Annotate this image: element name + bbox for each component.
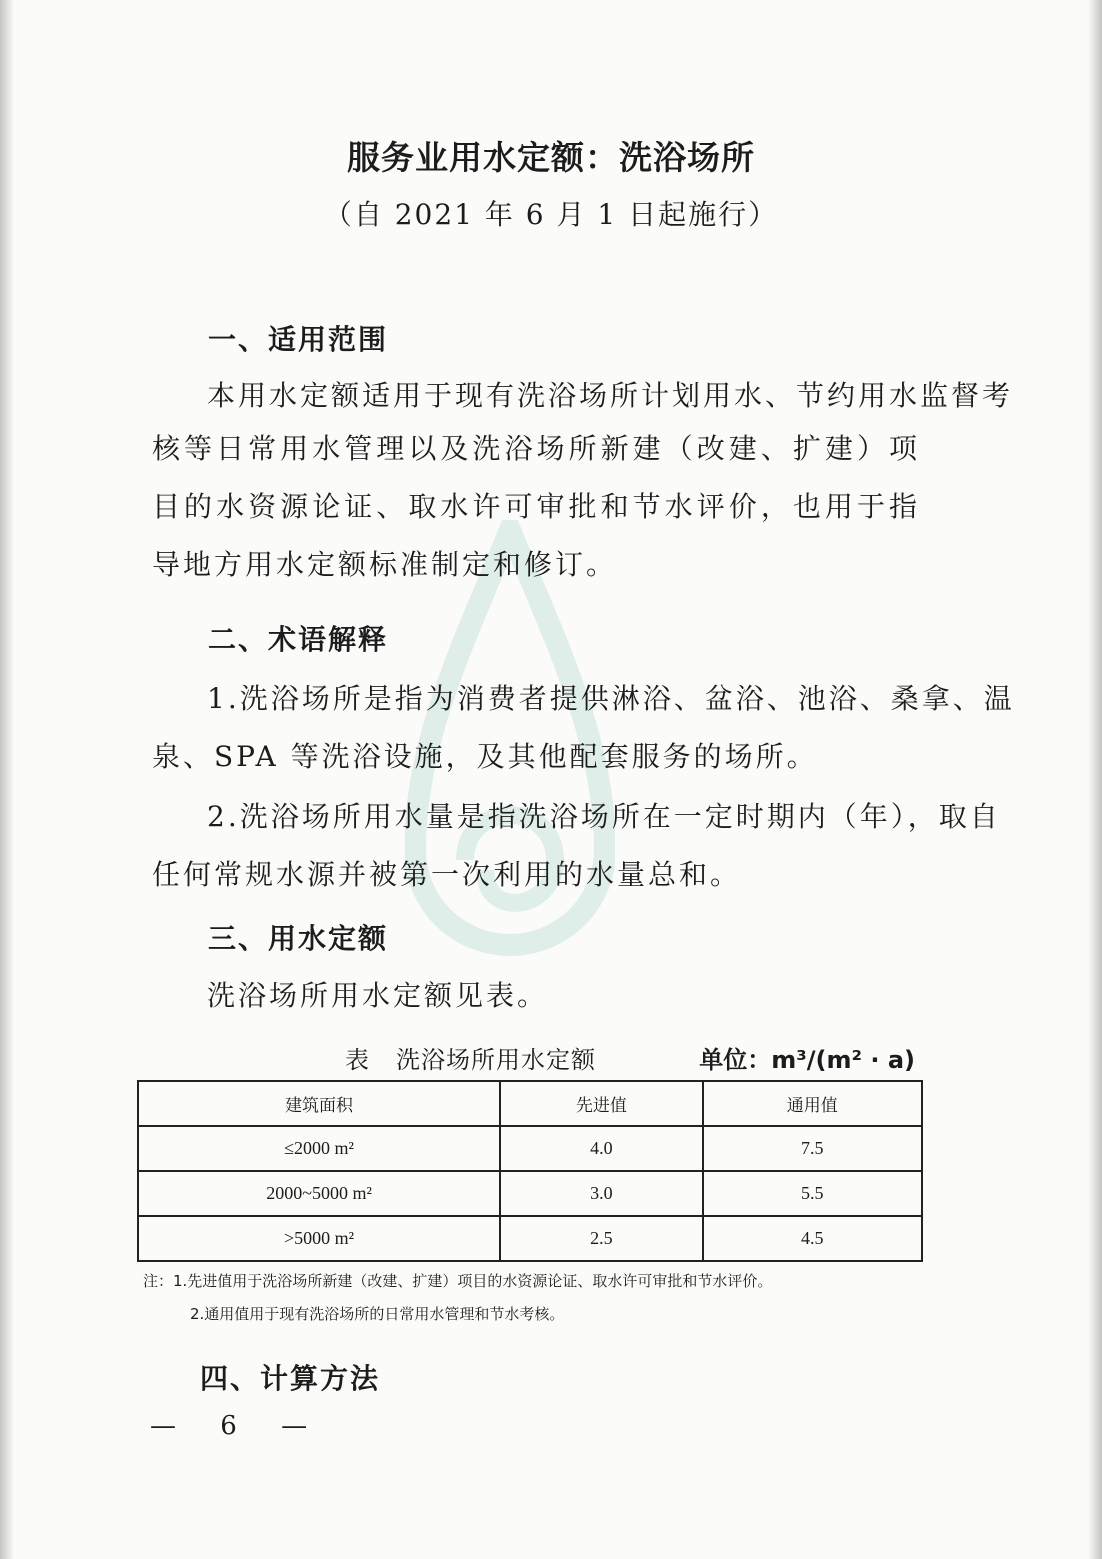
scope-paragraph-first-line: 本用水定额适用于现有洗浴场所计划用水、节约用水监督考	[207, 379, 1014, 412]
table-row	[138, 1126, 922, 1171]
scope-paragraph: 核等日常用水管理以及洗浴场所新建（改建、扩建）项目的水资源论证、取水许可审批和节水评价，也用于指导地方用水定额标准制定和修订。	[152, 432, 920, 581]
table-caption	[345, 1040, 596, 1075]
section-heading-quota: 三、用水定额	[208, 922, 389, 955]
cell-area: ≤2000 m²	[138, 1126, 500, 1171]
cell-advanced: 2.5	[500, 1216, 702, 1261]
header-advanced-value: 先进值	[500, 1081, 702, 1126]
section-heading-scope: 一、适用范围	[208, 323, 389, 356]
quota-intro: 洗浴场所用水定额见表。	[207, 979, 549, 1012]
section-heading-method: 四、计算方法	[200, 1362, 381, 1395]
table-caption-title: 洗浴场所用水定额	[396, 1046, 596, 1074]
cell-advanced: 4.0	[500, 1126, 702, 1171]
table-note-2: 2.通用值用于现有洗浴场所的日常用水管理和节水考核。	[190, 1305, 565, 1323]
effective-date: （自 2021 年 6 月 1 日起施行）	[323, 198, 779, 231]
cell-area: 2000~5000 m²	[138, 1171, 500, 1216]
term-1-first-line: 1.洗浴场所是指为消费者提供淋浴、盆浴、池浴、桑拿、温	[207, 682, 1015, 715]
table-row	[138, 1171, 922, 1216]
cell-general: 4.5	[703, 1216, 922, 1261]
cell-general: 7.5	[703, 1126, 922, 1171]
cell-advanced: 3.0	[500, 1171, 702, 1216]
section-heading-terms: 二、术语解释	[208, 623, 389, 656]
table-caption-label: 表	[345, 1046, 370, 1074]
table-row	[138, 1216, 922, 1261]
term-2-first-line: 2.洗浴场所用水量是指洗浴场所在一定时期内（年），取自	[207, 800, 1001, 833]
document-title: 服务业用水定额：洗浴场所	[347, 138, 755, 177]
scan-edge-left	[0, 0, 14, 1559]
term-1-rest: 泉、SPA 等洗浴设施，及其他配套服务的场所。	[152, 740, 818, 773]
cell-area: >5000 m²	[138, 1216, 500, 1261]
term-2-rest: 任何常规水源并被第一次利用的水量总和。	[152, 858, 742, 891]
cell-general: 5.5	[703, 1171, 922, 1216]
page-number: — 6 —	[150, 1411, 326, 1441]
water-quota-table	[137, 1080, 923, 1262]
table-note-1: 注：1.先进值用于洗浴场所新建（改建、扩建）项目的水资源论证、取水许可审批和节水评价。	[143, 1272, 773, 1290]
table-header-row	[138, 1081, 922, 1126]
header-general-value: 通用值	[703, 1081, 922, 1126]
header-building-area: 建筑面积	[138, 1081, 500, 1126]
scan-edge-right	[1088, 0, 1102, 1559]
table-unit: 单位：m³/(m² · a)	[699, 1046, 915, 1074]
